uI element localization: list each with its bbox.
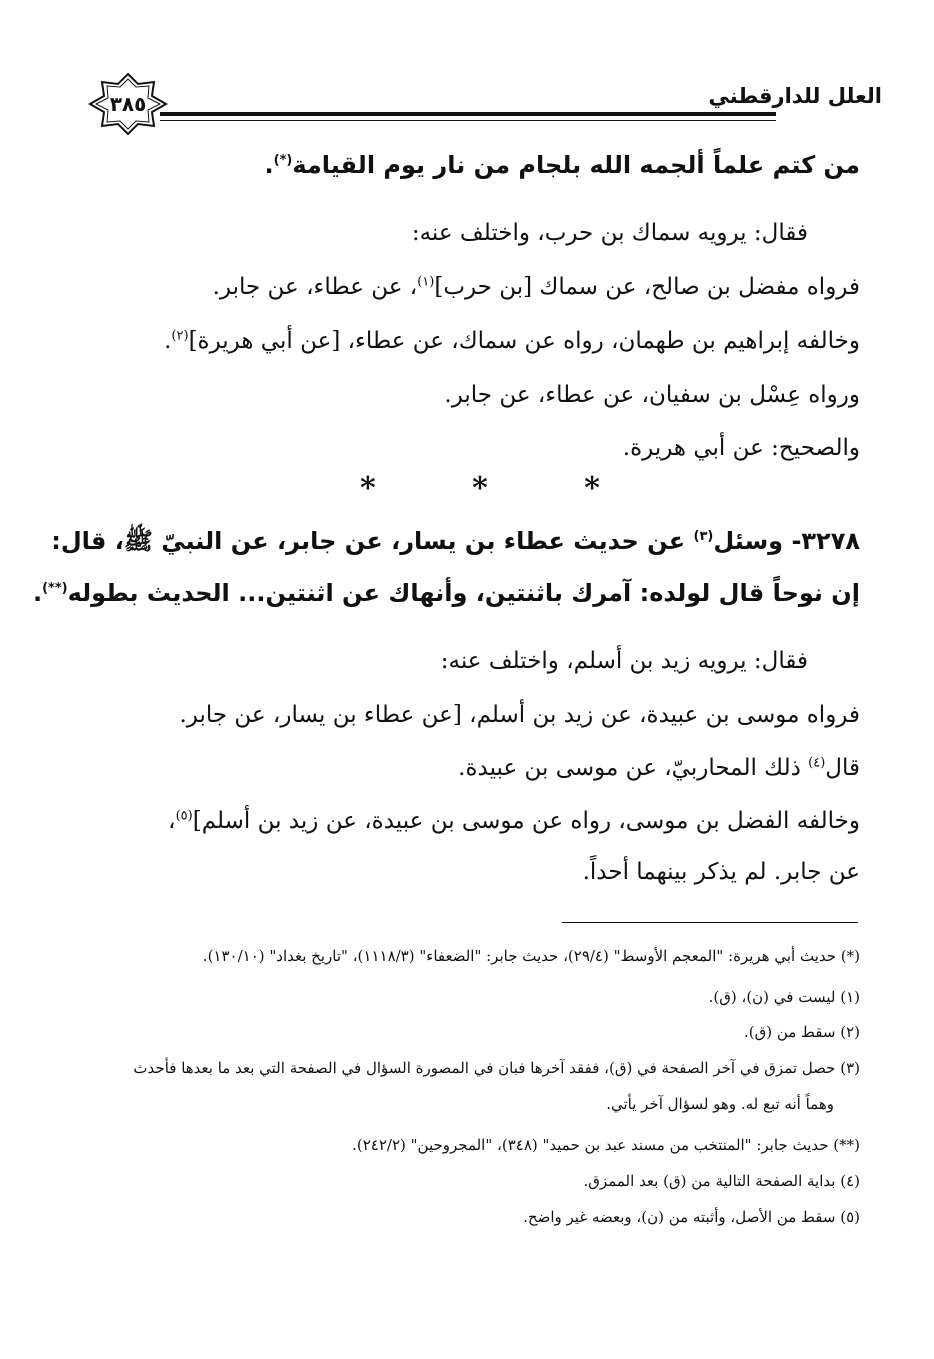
- star-3: *: [584, 471, 600, 506]
- footnote-1: (١) ليست في (ن)، (ق).: [708, 988, 860, 1006]
- line-question-heading: [51, 526, 860, 556]
- footnote-star: (*) حديث أبي هريرة: "المعجم الأوسط" (٢٩/٤)، حديث جابر: "الضعفاء" (١١١٨/٣)، "تاريخ بغداد" (١٣٠/١٠).: [202, 947, 860, 965]
- text: ٣٢٧٨- وسئل: [713, 527, 860, 555]
- section-separator: [360, 471, 600, 506]
- page-number: ٣٨٥: [109, 92, 147, 116]
- footnote-marker: (٤): [808, 755, 826, 771]
- header-rule-thin: [160, 120, 776, 121]
- line-riwaya-3: ورواه عِسْل بن سفيان، عن عطاء، عن جابر.: [444, 382, 860, 408]
- line-answer-2: فقال: يرويه زيد بن أسلم، واختلف عنه:: [440, 648, 808, 674]
- footnote-4: (٤) بداية الصفحة التالية من (ق) بعد الممزق.: [583, 1172, 860, 1190]
- line-answer: فقال: يرويه سماك بن حرب، واختلف عنه:: [411, 220, 808, 246]
- star-1: *: [360, 471, 376, 506]
- line-hadith-end: [70, 150, 860, 180]
- page-number-badge: [88, 72, 168, 136]
- text: .: [164, 328, 172, 354]
- footnote-3-continued: وهماً أنه تبع له. وهو لسؤال آخر يأتي.: [606, 1095, 834, 1113]
- text: قال: [825, 755, 860, 781]
- text: إن نوحاً قال لولده: آمرك باثنتين، وأنهاك عن اثنتين... الحديث بطوله: [67, 579, 860, 607]
- text: وخالفه الفضل بن موسى، رواه عن موسى بن عبيدة، عن زيد بن أسلم]: [192, 808, 860, 834]
- footnote-3: (٣) حصل تمزق في آخر الصفحة في (ق)، ففقد آخرها فبان في المصورة السؤال في الصفحة التي بعد ما بعدها فأحدث: [133, 1059, 860, 1077]
- line-riwaya-7: عن جابر. لم يذكر بينهما أحداً.: [582, 859, 860, 885]
- line-riwaya-2: [70, 326, 860, 356]
- line-riwaya-1: [70, 272, 860, 302]
- footnote-marker: (**): [42, 581, 68, 596]
- running-header-title: العلل للدارقطني: [708, 84, 882, 108]
- text: من كتم علماً ألجمه الله بلجام من نار يوم القيامة: [292, 151, 860, 179]
- footnote-2: (٢) سقط من (ق).: [743, 1023, 860, 1041]
- text: ، عن عطاء، عن جابر.: [212, 274, 418, 300]
- text: ،: [168, 808, 176, 834]
- footnote-5: (٥) سقط من الأصل، وأثبته من (ن)، وبعضه غير واضح.: [523, 1208, 860, 1226]
- footnote-marker: (٢): [171, 328, 189, 344]
- footnote-double-star: (**) حديث جابر: "المنتخب من مسند عبد بن حميد" (٣٤٨)، "المجروحين" (٢٤٢/٢).: [352, 1136, 860, 1154]
- line-riwaya-4: فرواه موسى بن عبيدة، عن زيد بن أسلم، [عن عطاء بن يسار، عن جابر.: [179, 702, 860, 728]
- header-rule-thick: [160, 112, 776, 116]
- text: فرواه مفضل بن صالح، عن سماك [بن حرب]: [434, 274, 860, 300]
- star-2: *: [472, 471, 488, 506]
- text: .: [264, 151, 274, 179]
- footnote-marker: (١): [417, 274, 435, 290]
- line-hadith-text: [32, 578, 860, 608]
- line-riwaya-6: [70, 806, 860, 836]
- text: .: [32, 579, 43, 607]
- footnote-divider: [562, 922, 858, 923]
- line-riwaya-5: [70, 753, 860, 783]
- text: عن حديث عطاء بن يسار، عن جابر، عن النبيّ ﷺ، قال:: [51, 527, 694, 555]
- text: ذلك المحاربيّ، عن موسى بن عبيدة.: [458, 755, 809, 781]
- text: وخالفه إبراهيم بن طهمان، رواه عن سماك، عن عطاء، [عن أبي هريرة]: [188, 328, 860, 354]
- footnote-marker: (*): [273, 153, 293, 168]
- footnote-marker: (٥): [175, 808, 193, 824]
- footnote-marker: (٣): [693, 529, 714, 544]
- line-sahih: والصحيح: عن أبي هريرة.: [622, 435, 860, 461]
